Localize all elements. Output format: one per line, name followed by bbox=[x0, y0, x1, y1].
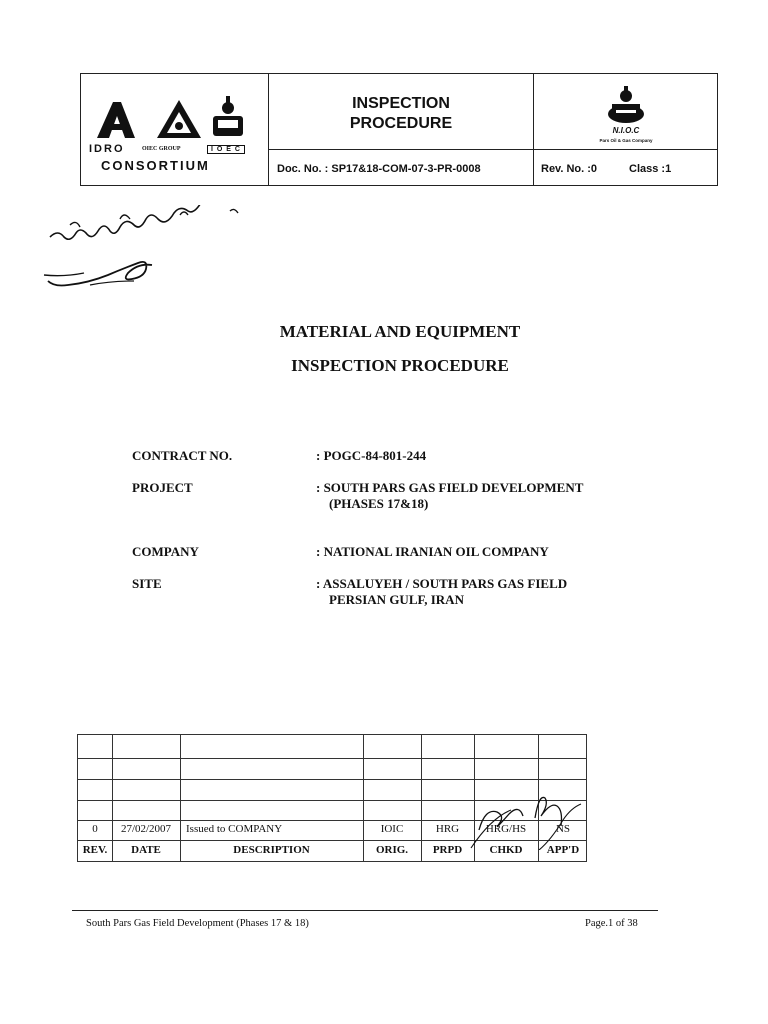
header-title bbox=[271, 94, 531, 134]
header-divider bbox=[533, 74, 534, 185]
site-label: SITE bbox=[132, 576, 162, 591]
prpd-cell: HRG bbox=[435, 823, 460, 835]
table-row-divider bbox=[78, 779, 586, 780]
consortium-logo bbox=[87, 94, 257, 179]
description-header: DESCRIPTION bbox=[233, 844, 310, 856]
chkd-cell: HRG/HS bbox=[485, 823, 527, 835]
table-col-divider bbox=[112, 735, 113, 861]
nioc-sublabel: Pars Oil & Gas Company bbox=[599, 138, 653, 143]
nioc-emblem-icon bbox=[536, 84, 716, 126]
company-label: COMPANY bbox=[132, 544, 199, 559]
table-col-divider bbox=[421, 735, 422, 861]
contract-no-label: CONTRACT NO. bbox=[132, 448, 233, 463]
document-title-line2: INSPECTION PROCEDURE bbox=[291, 356, 509, 375]
rev-header: REV. bbox=[82, 844, 108, 856]
idro-oiec-ioec-logo-icon bbox=[87, 94, 257, 144]
consortium-label: CONSORTIUM bbox=[101, 158, 210, 173]
prpd-header: PRPD bbox=[432, 844, 463, 856]
idro-label: IDRO bbox=[89, 143, 125, 155]
document-title-line1: MATERIAL AND EQUIPMENT bbox=[279, 322, 521, 341]
company-value: : NATIONAL IRANIAN OIL COMPANY bbox=[316, 544, 549, 559]
header-title-line2: PROCEDURE bbox=[349, 115, 453, 132]
document-header bbox=[80, 73, 718, 186]
description-cell: Issued to COMPANY bbox=[186, 823, 283, 835]
footer-project: South Pars Gas Field Development (Phases 17 & 18) bbox=[86, 918, 309, 929]
chkd-header: CHKD bbox=[489, 844, 523, 856]
project-value-line2: (PHASES 17&18) bbox=[329, 496, 429, 511]
contract-no-value: : POGC-84-801-244 bbox=[316, 448, 427, 463]
revision-number: Rev. No. :0 bbox=[541, 163, 598, 175]
header-divider bbox=[268, 74, 269, 185]
orig-cell: IOIC bbox=[380, 823, 404, 835]
project-label: PROJECT bbox=[132, 480, 193, 495]
table-col-divider bbox=[363, 735, 364, 861]
rev-cell: 0 bbox=[92, 823, 98, 835]
header-divider bbox=[268, 149, 717, 150]
date-cell: 27/02/2007 bbox=[120, 823, 172, 835]
document-class: Class :1 bbox=[629, 163, 672, 175]
table-col-divider bbox=[180, 735, 181, 861]
page-number: Page.1 of 38 bbox=[585, 918, 638, 929]
document-number: Doc. No. : SP17&18-COM-07-3-PR-0008 bbox=[277, 163, 481, 175]
appd-header: APP'D bbox=[546, 844, 580, 856]
site-value: : ASSALUYEH / SOUTH PARS GAS FIELD bbox=[316, 576, 568, 591]
ioec-label: I O E C bbox=[207, 145, 245, 154]
appd-cell: NS bbox=[555, 823, 571, 835]
site-value-line2: PERSIAN GULF, IRAN bbox=[329, 592, 464, 607]
handwritten-note bbox=[30, 205, 260, 300]
orig-header: ORIG. bbox=[375, 844, 409, 856]
oiec-label: OIEC GROUP bbox=[142, 146, 181, 152]
date-header: DATE bbox=[131, 844, 161, 856]
footer-rule bbox=[72, 910, 658, 911]
approval-signatures bbox=[465, 790, 595, 850]
nioc-logo bbox=[536, 84, 716, 149]
nioc-label: N.I.O.C bbox=[612, 126, 640, 135]
table-row-divider bbox=[78, 758, 586, 759]
header-title-line1: INSPECTION bbox=[352, 95, 450, 112]
project-value: : SOUTH PARS GAS FIELD DEVELOPMENT bbox=[316, 480, 584, 495]
